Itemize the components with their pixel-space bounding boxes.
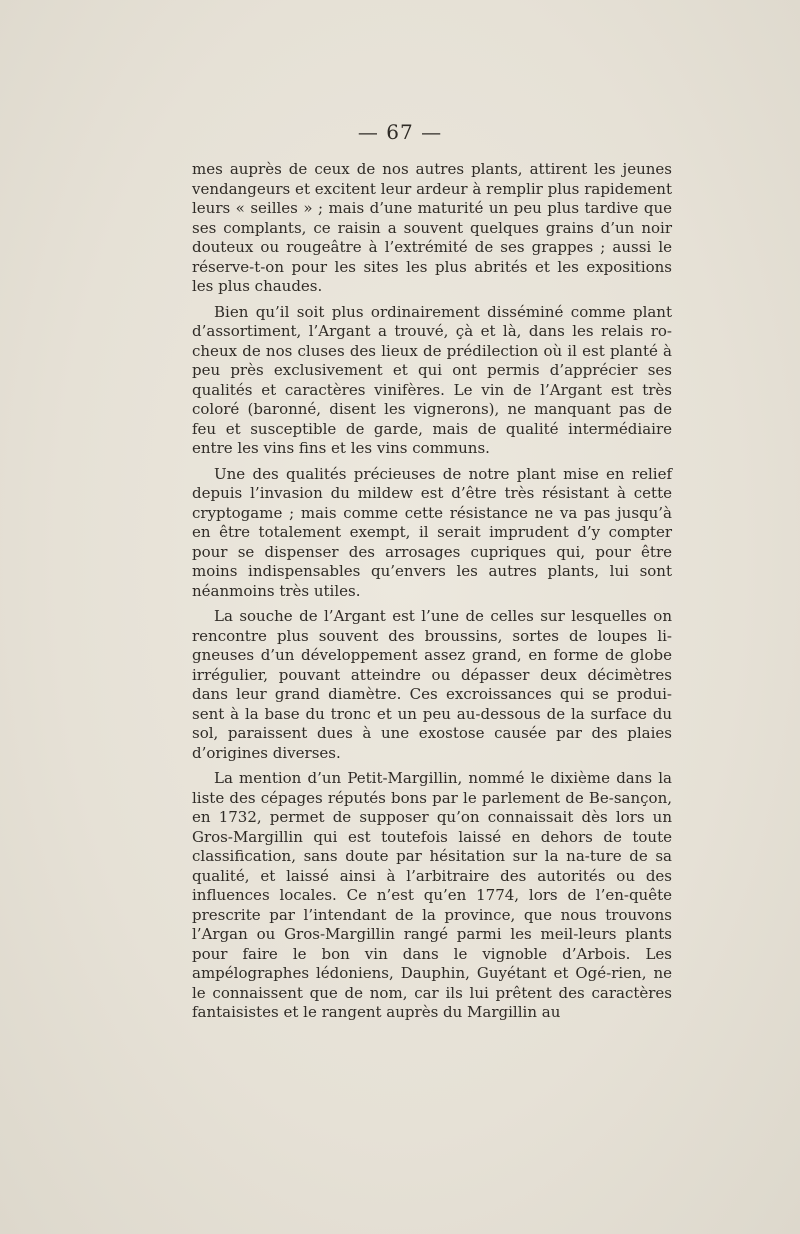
paragraph-1: mes auprès de ceux de nos autres plants, attirent les jeunes vendangeurs et excitent leur ardeur à remplir plus rapidement leurs « seilles » ; mais d’une maturité un peu plus tardive que ses complants, ce raisin a souvent quelques grains d’un noir douteux ou rougeâtre à l’extrémité de ses grappes ; aussi le réserve-t-on pour les sites les plus abrités et les expositions les plus chaudes. [192, 160, 672, 295]
paragraph-2: Bien qu’il soit plus ordinairement disséminé comme plant d’assortiment, l’Argant a trouvé, çà et là, dans les relais ro-cheux de nos cluses des lieux de prédilection où il est planté à peu près exclusivement et qui ont permis d’apprécier ses qualités et caractères vinifères. Le vin de l’Argant est très coloré (baronné, disent les vignerons), ne manquant pas de feu et susceptible de garde, mais de qualité intermédiaire entre les vins fins et les vins communs. [192, 302, 672, 457]
paragraph-4: La souche de l’Argant est l’une de celles sur lesquelles on rencontre plus souvent des broussins, sortes de loupes li-gneuses d’un développement assez grand, en forme de globe irrégulier, pouvant atteindre ou dépasser deux décimètres dans leur grand diamètre. Ces excroissances qui se produi-sent à la base du tronc et un peu au-dessous de la surface du sol, paraissent dues à une exostose causée par des plaies d’origines diverses. [192, 607, 672, 762]
body-text [192, 160, 672, 1029]
page-number: — 67 — [357, 120, 443, 144]
paragraph-3: Une des qualités précieuses de notre plant mise en relief depuis l’invasion du mildew est d’être très résistant à cette cryptogame ; mais comme cette résistance ne va pas jusqu’à en être totalement exempt, il serait imprudent d’y compter pour se dispenser des arrosages cupriques qui, pour être moins indispensables qu’envers les autres plants, lui sont néanmoins très utiles. [192, 464, 672, 600]
paragraph-5: La mention d’un Petit-Margillin, nommé le dixième dans la liste des cépages réputés bons par le parlement de Be-sançon, en 1732, permet de supposer qu’on connaissait dès lors un Gros-Margillin qui est toutefois laissé en dehors de toute classification, sans doute par hésitation sur la na-ture de sa qualité, et laissé ainsi à l’arbitraire des autorités ou des influences locales. Ce n’est qu’en 1774, lors de l’en-quête prescrite par l’intendant de la province, que nous trouvons l’Argan ou Gros-Margillin rangé parmi les meil-leurs plants pour faire le bon vin dans le vignoble d’Arbois. Les ampélographes lédoniens, Dauphin, Guyétant et Ogé-rien, ne le connaissent que de nom, car ils lui prêtent des caractères fantaisistes et le rangent auprès du Margillin au [192, 769, 672, 1021]
